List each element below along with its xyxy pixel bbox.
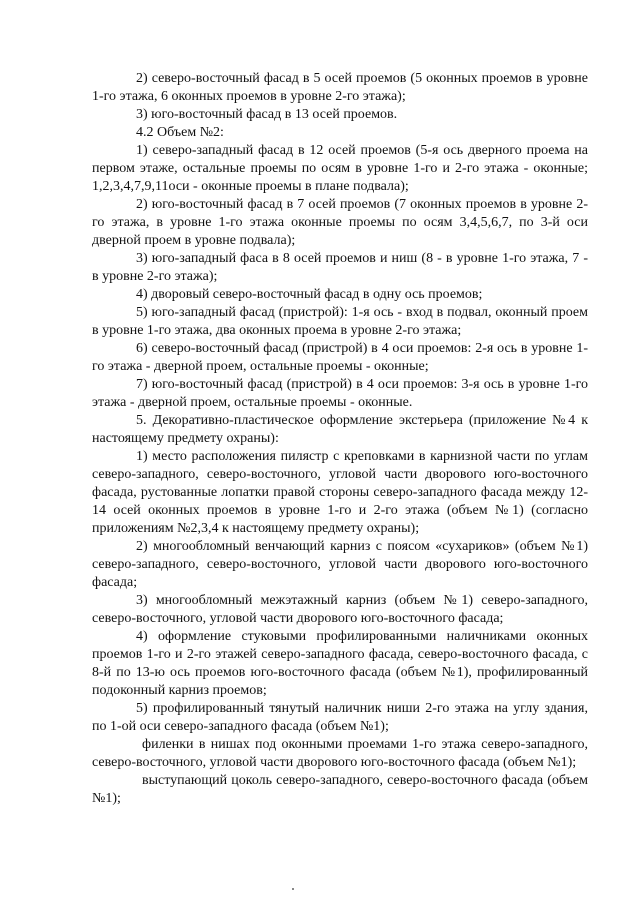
paragraph: 4) дворовый северо-восточный фасад в одну ось проемов; (136, 287, 483, 302)
scan-speck (292, 888, 294, 890)
paragraph: 7) юго-восточный фасад (пристрой) в 4 оси проемов: 3-я ось в уровне 1-го этажа - дверной проем, остальные проемы - оконные. (92, 377, 588, 410)
paragraph: 5) профилированный тянутый наличник ниши 2-го этажа на углу здания, по 1-ой оси северо-западного фасада (объем №1); (92, 701, 588, 734)
paragraph: 2) северо-восточный фасад в 5 осей проемов (5 оконных проемов в уровне 1-го этажа, 6 оконных проемов в уровне 2-го этажа); (92, 71, 588, 104)
paragraph: 2) юго-восточный фасад в 7 осей проемов (7 оконных проемов в уровне 2-го этажа, в уровне 1-го этажа оконные проемы по осям 3,4,5,6,7, по 3-й оси дверной проем в уровне подвала); (92, 197, 588, 248)
paragraph: 3) юго-западный фаса в 8 осей проемов и ниш (8 - в уровне 1-го этажа, 7 - в уровне 2-го этажа); (92, 251, 588, 284)
paragraph: 1) место расположения пилястр с креповками в карнизной части по углам северо-западного, северо-восточного, угловой части дворового юго-восточного фасада, рустованные лопатки правой стороны северо-западного фасада между 12-14 осей оконных проемов в уровне 1-го и 2-го этажа (объем №1) (согласно приложениям №2,3,4 к настоящему предмету охраны); (92, 449, 588, 536)
paragraph: выступающий цоколь северо-западного, северо-восточного фасада (объем №1); (92, 773, 588, 806)
paragraph: 1) северо-западный фасад в 12 осей проемов (5-я ось дверного проема на первом этаже, остальные проемы по осям в уровне 1-го и 2-го этажа - оконные; 1,2,3,4,7,9,11оси - оконные проемы в плане подвала); (92, 143, 588, 194)
section-heading: 5. Декоративно-пластическое оформление экстерьера (приложение №4 к настоящему предмету охраны): (92, 413, 588, 446)
section-heading: 4.2 Объем №2: (136, 125, 224, 140)
paragraph: 3) многообломный межэтажный карниз (объем №1) северо-западного, северо-восточного, угловой части дворового юго-восточного фасада; (92, 593, 588, 626)
paragraph: филенки в нишах под оконными проемами 1-го этажа северо-западного, северо-восточного, угловой части дворового юго-восточного фасада (объем №1); (92, 737, 588, 770)
paragraph: 4) оформление стуковыми профилированными наличниками оконных проемов 1-го и 2-го этажей северо-западного фасада, северо-восточного фасада, с 8-й по 13-ю ось проемов юго-восточного фасада (объем №1), профилированный подоконный карниз проемов; (92, 629, 588, 698)
paragraph: 5) юго-западный фасад (пристрой): 1-я ось - вход в подвал, оконный проем в уровне 1-го этажа, два оконных проема в уровне 2-го этажа; (92, 305, 588, 338)
paragraph: 6) северо-восточный фасад (пристрой) в 4 оси проемов: 2-я ось в уровне 1-го этажа - дверной проем, остальные проемы - оконные; (92, 341, 588, 374)
paragraph: 3) юго-восточный фасад в 13 осей проемов. (136, 107, 398, 122)
paragraph: 2) многообломный венчающий карниз с поясом «сухариков» (объем №1) северо-западного, северо-восточного, угловой части дворового юго-восточного фасада; (92, 539, 588, 590)
